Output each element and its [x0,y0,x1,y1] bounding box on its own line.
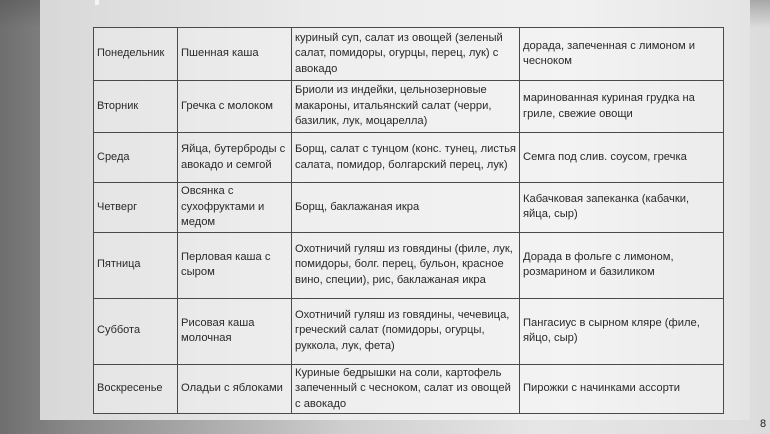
lunch-cell: Борщ, салат с тунцом (конс. тунец, листья салата, помидор, болгарский перец, лук) [292,133,520,183]
lunch-cell: Охотничий гуляш из говядины, чечевица, греческий салат (помидоры, огурцы, руккола, лук, фета) [292,298,520,364]
breakfast-cell: Оладьи с яблоками [178,364,292,414]
table-row [94,81,724,133]
table-row [94,133,724,183]
table-row [94,298,724,364]
day-cell: Среда [94,133,178,183]
breakfast-cell: Перловая каша с сыром [178,232,292,298]
breakfast-cell: Пшенная каша [178,28,292,81]
dinner-cell: дорада, запеченная с лимоном и чесноком [520,28,724,81]
table-row [94,183,724,233]
table-row [94,232,724,298]
day-cell: Четверг [94,183,178,233]
day-cell: Пятница [94,232,178,298]
dinner-cell: маринованная куриная грудка на гриле, свежие овощи [520,81,724,133]
day-cell: Вторник [94,81,178,133]
table-row [94,28,724,81]
lunch-cell: Охотничий гуляш из говядины (филе, лук, помидоры, болг. перец, бульон, красное вино, специи), рис, баклажаная икра [292,232,520,298]
lunch-cell: куриный суп, салат из овощей (зеленый салат, помидоры, огурцы, перец, лук) с авокадо [292,28,520,81]
day-cell: Суббота [94,298,178,364]
lunch-cell: Куриные бедрышки на соли, картофель запеченный с чесноком, салат из овощей с авокадо [292,364,520,414]
breakfast-cell: Овсянка с сухофруктами и медом [178,183,292,233]
dinner-cell: Кабачковая запеканка (кабачки, яйца, сыр) [520,183,724,233]
dinner-cell: Семга под слив. соусом, гречка [520,133,724,183]
day-cell: Воскресенье [94,364,178,414]
day-cell: Понедельник [94,28,178,81]
lunch-cell: Бриоли из индейки, цельнозерновые макароны, итальянский салат (черри, базилик, лук, моцарелла) [292,81,520,133]
dinner-cell: Пирожки с начинками ассорти [520,364,724,414]
screen-glare [95,0,99,5]
page-number: 8 [760,418,767,430]
breakfast-cell: Рисовая каша молочная [178,298,292,364]
dinner-cell: Дорада в фольге с лимоном, розмарином и базиликом [520,232,724,298]
breakfast-cell: Гречка с молоком [178,81,292,133]
table-row [94,364,724,414]
lunch-cell: Борщ, баклажаная икра [292,183,520,233]
breakfast-cell: Яйца, бутерброды с авокадо и семгой [178,133,292,183]
weekly-menu-table [93,27,724,414]
dinner-cell: Пангасиус в сырном кляре (филе, яйцо, сыр) [520,298,724,364]
